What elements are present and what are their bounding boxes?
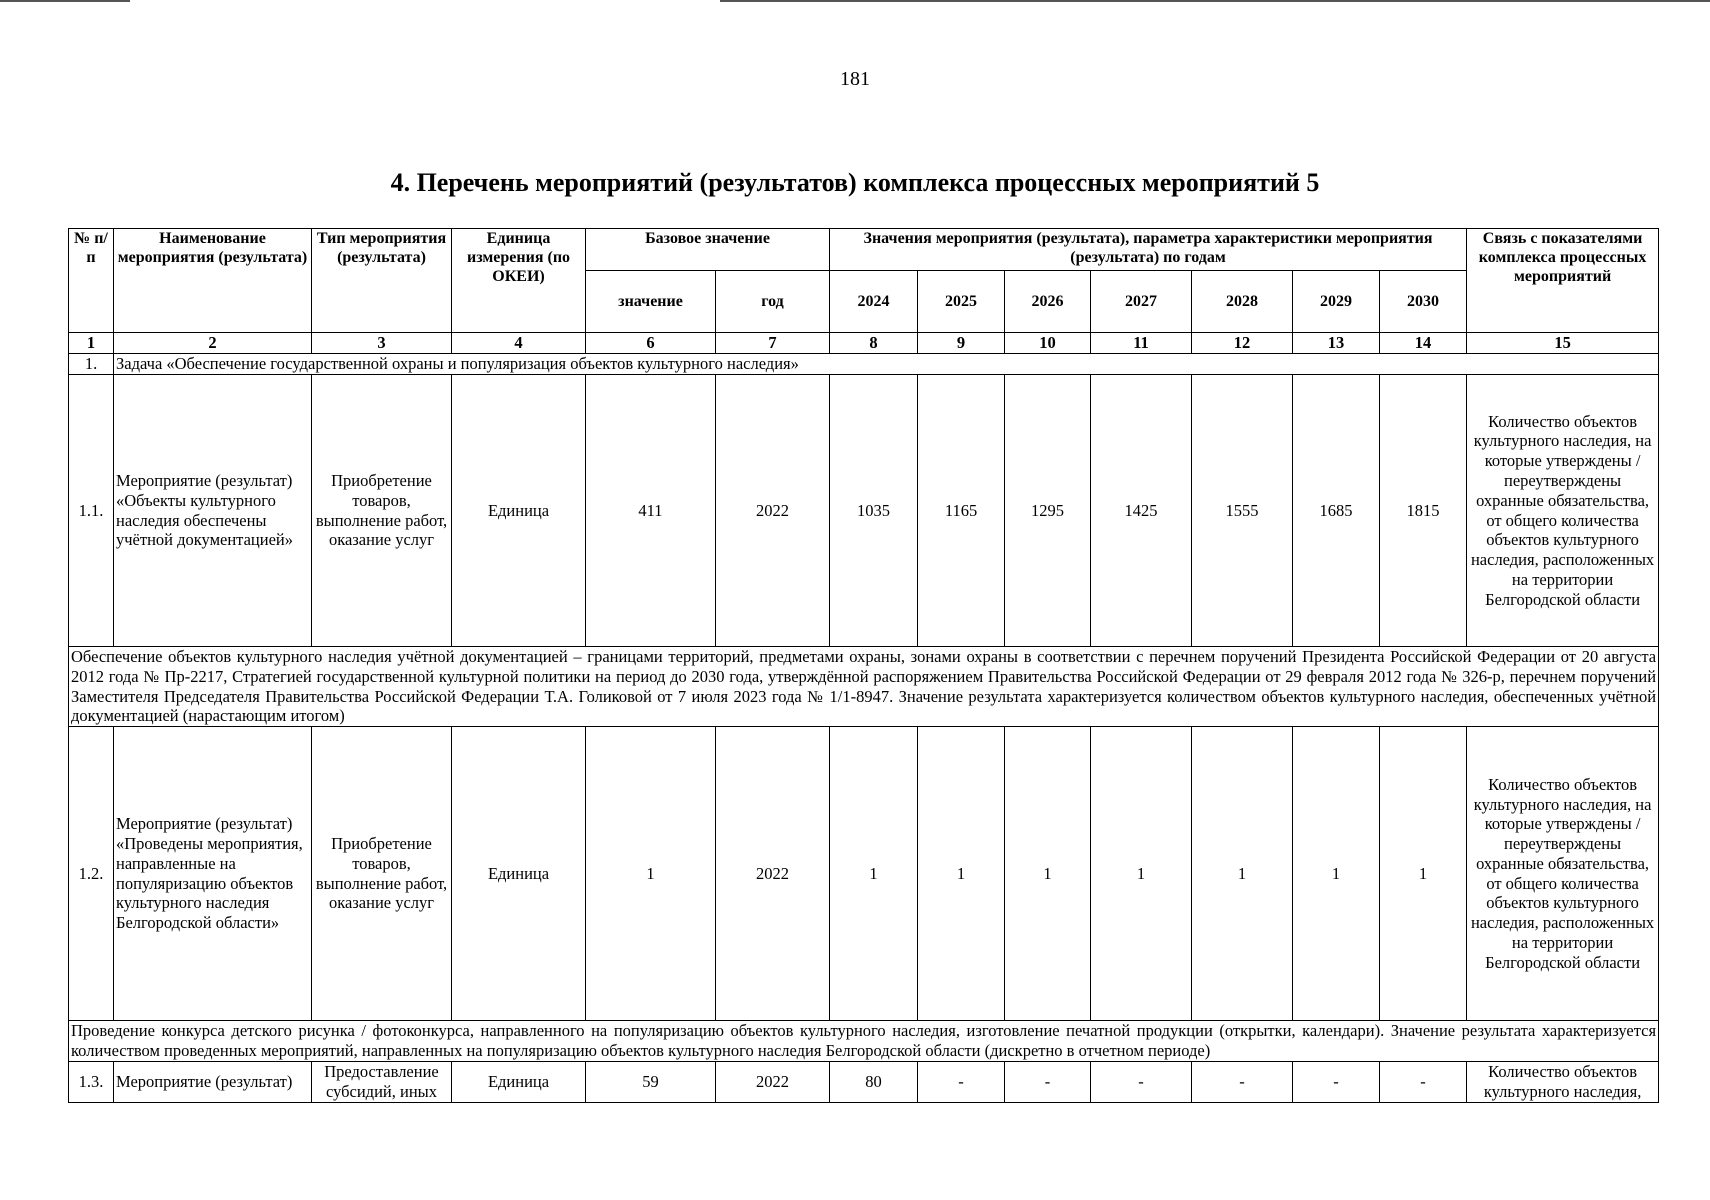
- row-type: Приобретение товаров, выполнение работ, оказание услуг: [312, 375, 452, 647]
- header-type: Тип мероприятия (результата): [312, 229, 452, 333]
- column-number: 2: [114, 333, 312, 354]
- header-base-value: значение: [586, 271, 716, 333]
- row-value-2024: 1035: [830, 375, 918, 647]
- column-number: 10: [1005, 333, 1091, 354]
- row-name: Мероприятие (результат) «Объекты культурного наследия обеспечены учётной документацией»: [114, 375, 312, 647]
- row-value-2027: 1425: [1091, 375, 1192, 647]
- column-number: 15: [1467, 333, 1659, 354]
- header-year-2029: 2029: [1293, 271, 1380, 333]
- column-number: 8: [830, 333, 918, 354]
- row-name: Мероприятие (результат): [114, 1061, 312, 1102]
- task-text: Задача «Обеспечение государственной охраны и популяризация объектов культурного наследия»: [114, 354, 1659, 375]
- column-number: 12: [1192, 333, 1293, 354]
- row-value-2027: 1: [1091, 727, 1192, 1021]
- table-row: [69, 375, 1659, 647]
- row-value-2030: -: [1380, 1061, 1467, 1102]
- row-base-year: 2022: [716, 375, 830, 647]
- header-num: № п/п: [69, 229, 114, 333]
- header-year-2025: 2025: [918, 271, 1005, 333]
- row-unit: Единица: [452, 375, 586, 647]
- task-num: 1.: [69, 354, 114, 375]
- column-number: 1: [69, 333, 114, 354]
- row-value-2028: 1555: [1192, 375, 1293, 647]
- row-link: Количество объектов культурного наследия, на которые утверждены / переутверждены охранные обязательства, от общего количества объектов культурного наследия, расположенных на территории Белгородской области: [1467, 727, 1659, 1021]
- column-number: 7: [716, 333, 830, 354]
- page-number: 181: [840, 68, 870, 90]
- column-number-row: [69, 333, 1659, 354]
- row-description: Обеспечение объектов культурного наследия учётной документацией – границами территорий, предметами охраны, зонами охраны в соответствии с перечнем поручений Президента Российской Федерации от 20 августа 2012 года № Пр-2217, Стратегией государственной культурной политики на период до 2030 года, утверждённой распоряжением Правительства Российской Федерации от 29 февраля 2012 года № 326-р, перечнем поручений Заместителя Председателя Правительства Российской Федерации Т.А. Голиковой от 7 июля 2023 года № 1/1-8947. Значение результата характеризуется количеством объектов культурного наследия, обеспеченных учётной документацией (нарастающим итогом): [69, 647, 1659, 727]
- header-year-2026: 2026: [1005, 271, 1091, 333]
- measures-table: [68, 228, 1659, 1103]
- header-year-2027: 2027: [1091, 271, 1192, 333]
- row-value-2025: -: [918, 1061, 1005, 1102]
- row-description: Проведение конкурса детского рисунка / фотоконкурса, направленного на популяризацию объектов культурного наследия, изготовление печатной продукции (открытки, календари). Значение результата характеризуется количеством проведенных мероприятий, направленных на популяризацию объектов культурного наследия Белгородской области (дискретно в отчетном периоде): [69, 1021, 1659, 1062]
- top-edge-rule-right: [720, 0, 1710, 2]
- task-row: [69, 354, 1659, 375]
- page-title: 4. Перечень мероприятий (результатов) комплекса процессных мероприятий 5: [390, 168, 1320, 197]
- row-value-2026: 1295: [1005, 375, 1091, 647]
- description-row: [69, 647, 1659, 727]
- row-value-2024: 1: [830, 727, 918, 1021]
- column-number: 14: [1380, 333, 1467, 354]
- column-number: 13: [1293, 333, 1380, 354]
- header-year-2030: 2030: [1380, 271, 1467, 333]
- column-number: 9: [918, 333, 1005, 354]
- row-unit: Единица: [452, 1061, 586, 1102]
- row-num: 1.3.: [69, 1061, 114, 1102]
- row-value-2025: 1165: [918, 375, 1005, 647]
- row-base-value: 59: [586, 1061, 716, 1102]
- column-number: 6: [586, 333, 716, 354]
- row-value-2030: 1815: [1380, 375, 1467, 647]
- top-edge-rule-left: [0, 0, 130, 2]
- row-value-2027: -: [1091, 1061, 1192, 1102]
- row-value-2029: 1685: [1293, 375, 1380, 647]
- header-unit: Единица измерения (по ОКЕИ): [452, 229, 586, 333]
- row-name: Мероприятие (результат) «Проведены мероприятия, направленные на популяризацию объектов культурного наследия Белгородской области»: [114, 727, 312, 1021]
- header-base-year: год: [716, 271, 830, 333]
- table-row: [69, 1061, 1659, 1102]
- row-type: Предоставление субсидий, иных: [312, 1061, 452, 1102]
- row-value-2026: 1: [1005, 727, 1091, 1021]
- row-value-2029: 1: [1293, 727, 1380, 1021]
- row-link: Количество объектов культурного наследия, на которые утверждены / переутверждены охранные обязательства, от общего количества объектов культурного наследия, расположенных на территории Белгородской области: [1467, 375, 1659, 647]
- header-name: Наименование мероприятия (результата): [114, 229, 312, 333]
- row-value-2024: 80: [830, 1061, 918, 1102]
- column-number: 11: [1091, 333, 1192, 354]
- row-link: Количество объектов культурного наследия,: [1467, 1061, 1659, 1102]
- row-base-year: 2022: [716, 727, 830, 1021]
- row-base-value: 1: [586, 727, 716, 1021]
- description-row: [69, 1021, 1659, 1062]
- header-base-group: Базовое значение: [586, 229, 830, 271]
- row-unit: Единица: [452, 727, 586, 1021]
- row-value-2028: 1: [1192, 727, 1293, 1021]
- row-type: Приобретение товаров, выполнение работ, оказание услуг: [312, 727, 452, 1021]
- row-value-2026: -: [1005, 1061, 1091, 1102]
- row-value-2028: -: [1192, 1061, 1293, 1102]
- column-number: 4: [452, 333, 586, 354]
- row-base-value: 411: [586, 375, 716, 647]
- column-number: 3: [312, 333, 452, 354]
- header-year-2024: 2024: [830, 271, 918, 333]
- table-row: [69, 727, 1659, 1021]
- header-link: Связь с показателями комплекса процессных мероприятий: [1467, 229, 1659, 333]
- row-value-2030: 1: [1380, 727, 1467, 1021]
- row-num: 1.1.: [69, 375, 114, 647]
- row-value-2025: 1: [918, 727, 1005, 1021]
- row-num: 1.2.: [69, 727, 114, 1021]
- row-base-year: 2022: [716, 1061, 830, 1102]
- header-years-group: Значения мероприятия (результата), параметра характеристики мероприятия (результата) по годам: [830, 229, 1467, 271]
- row-value-2029: -: [1293, 1061, 1380, 1102]
- header-year-2028: 2028: [1192, 271, 1293, 333]
